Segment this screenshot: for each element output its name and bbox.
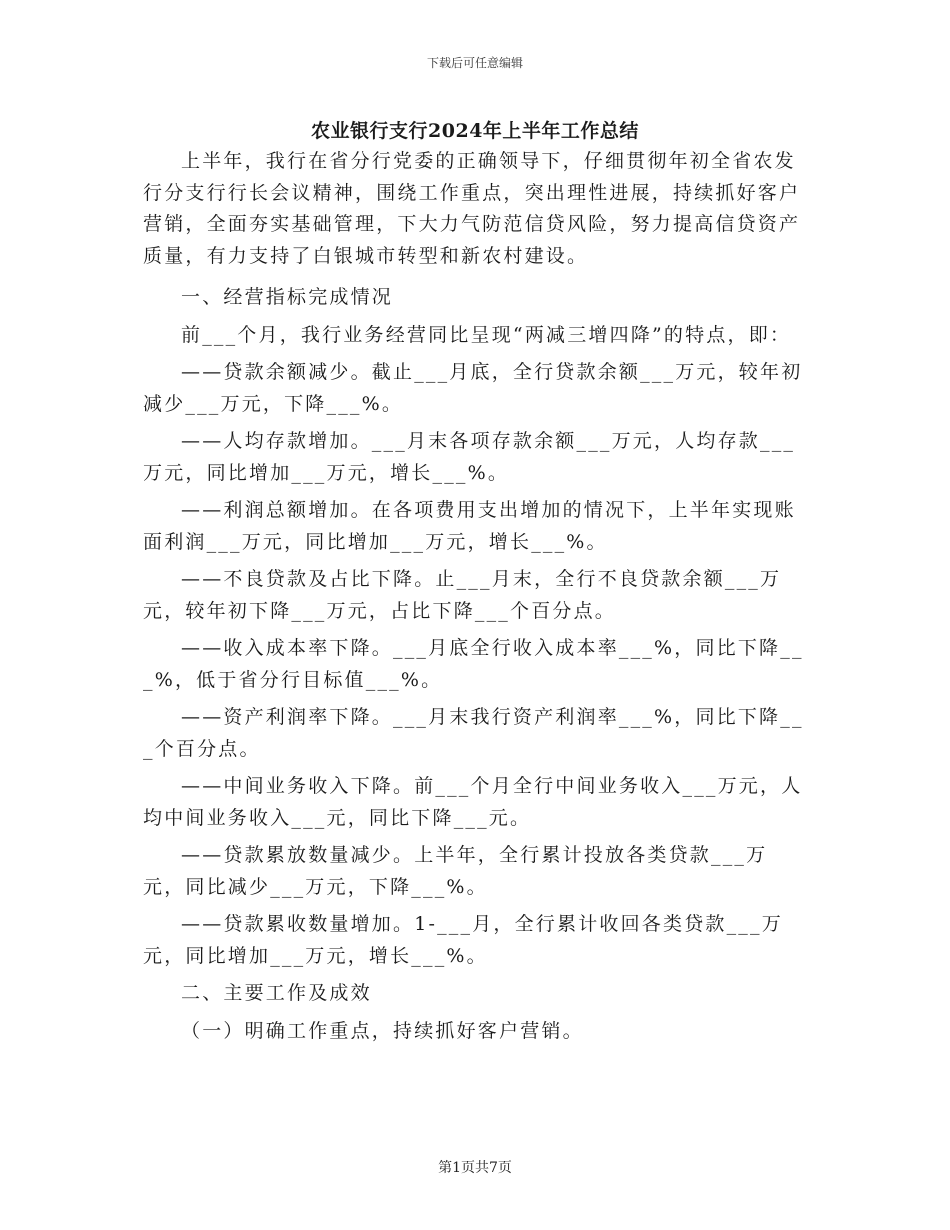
page-header-note: 下载后可任意编辑: [426, 56, 523, 70]
paragraph: ——贷款累放数量减少。上半年，全行累计投放各类贷款___万元，同比减少___万元，下降___%。: [143, 844, 768, 898]
paragraph: ——贷款累收数量增加。1-___月，全行累计收回各类贷款___万元，同比增加___万元，增长___%。: [143, 913, 783, 967]
paragraph: 前___个月，我行业务经营同比呈现“两减三增四降”的特点，即：: [181, 323, 792, 346]
paragraph: ——收入成本率下降。___月底全行收入成本率___%，同比下降___%，低于省分行目标值___%。: [143, 637, 804, 691]
paragraph: ——贷款余额减少。截止___月底，全行贷款余额___万元，较年初减少___万元，下降___%。: [143, 361, 803, 415]
subsection-heading-1: （一）明确工作重点，持续抓好客户营销。: [181, 1019, 584, 1042]
document-body: [143, 146, 808, 1053]
paragraph: ——利润总额增加。在各项费用支出增加的情况下，上半年实现账面利润___万元，同比增加___万元，增长___%。: [143, 499, 796, 553]
page-number: 第1页共7页: [438, 1160, 512, 1176]
paragraph: ——资产利润率下降。___月末我行资产利润率___%，同比下降___个百分点。: [143, 706, 804, 760]
section-heading-1: 一、经营指标完成情况: [181, 286, 394, 308]
paragraph-intro: 上半年，我行在省分行党委的正确领导下，仔细贯彻年初全省农发行分支行行长会议精神，围绕工作重点，突出理性进展，持续抓好客户营销，全面夯实基础管理，下大力气防范信贷风险，努力提高信贷资产质量，有力支持了白银城市转型和新农村建设。: [143, 150, 801, 267]
paragraph: ——人均存款增加。___月末各项存款余额___万元，人均存款___万元，同比增加___万元，增长___%。: [143, 430, 796, 484]
section-heading-2: 二、主要工作及成效: [181, 982, 372, 1004]
document-title: 农业银行支行2024年上半年工作总结: [311, 120, 639, 142]
paragraph: ——不良贷款及占比下降。止___月末，全行不良贷款余额___万元，较年初下降___万元，占比下降___个百分点。: [143, 568, 782, 622]
paragraph: ——中间业务收入下降。前___个月全行中间业务收入___万元，人均中间业务收入___元，同比下降___元。: [143, 775, 803, 829]
